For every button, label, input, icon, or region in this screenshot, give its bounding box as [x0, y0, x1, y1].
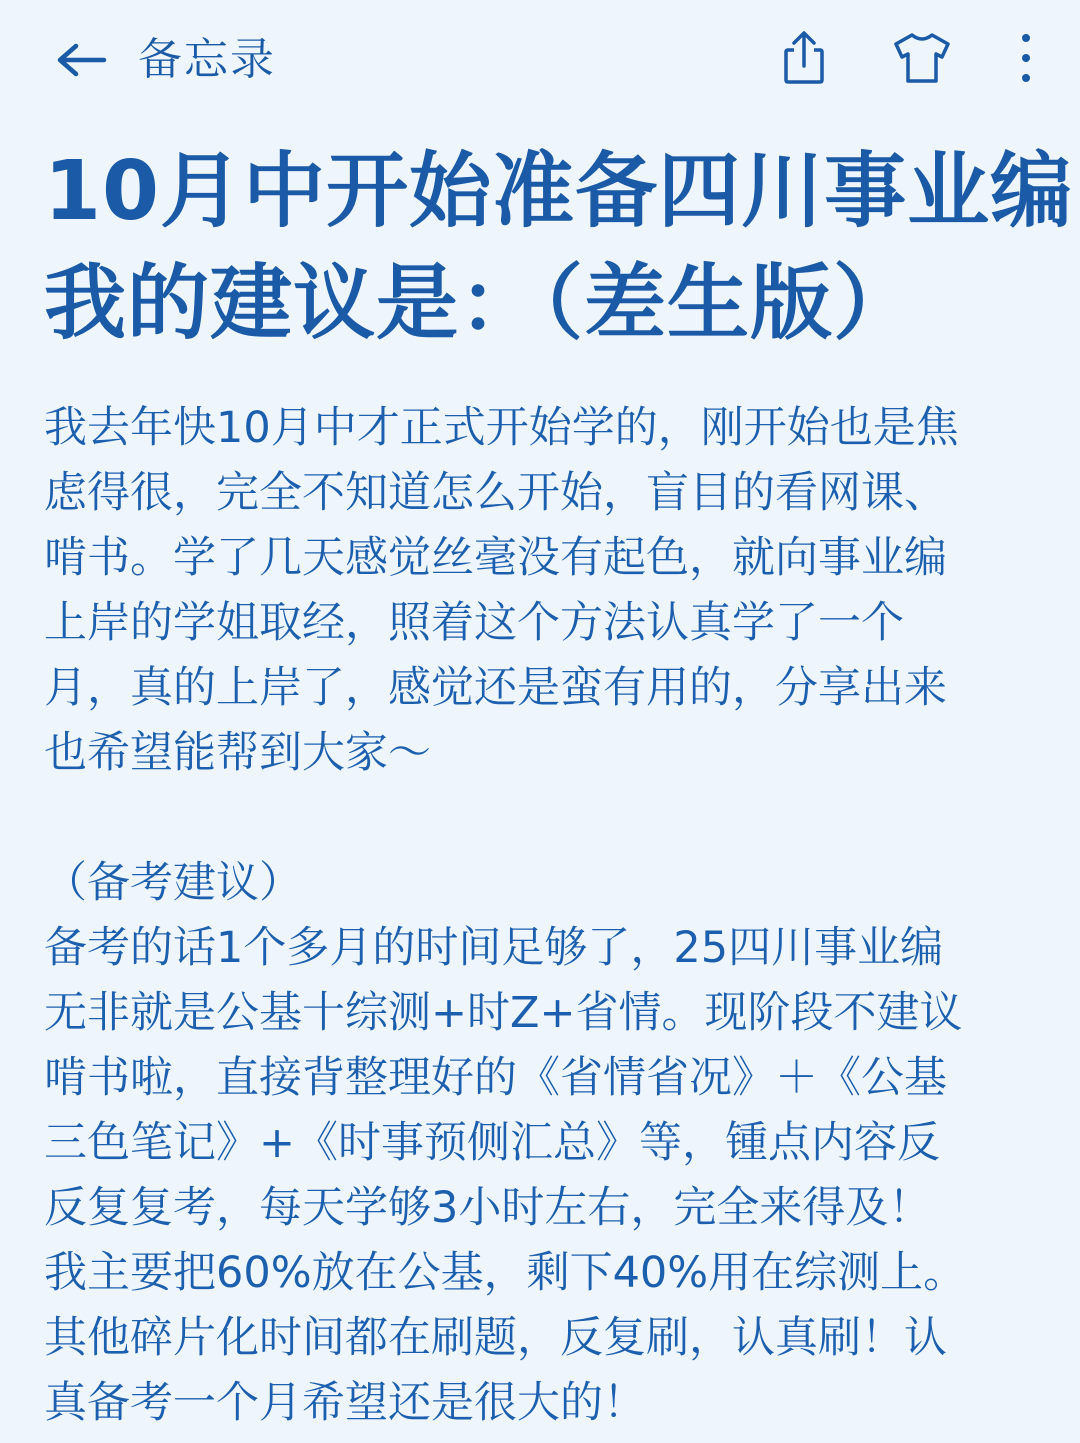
body-line: 备考的话1个多月的时间足够了，25四川事业编 — [44, 923, 944, 973]
body-line: 也希望能帮到大家～ — [44, 728, 431, 778]
note-title — [44, 136, 1074, 360]
back-button[interactable] — [52, 32, 112, 88]
more-vertical-icon — [1020, 32, 1032, 84]
more-button[interactable] — [994, 26, 1058, 90]
body-line: 上岸的学姐取经，照着这个方法认真学了一个 — [44, 598, 904, 648]
tshirt-icon — [890, 30, 954, 86]
body-line: 反复复考，每天学够3小时左右，完全来得及！ — [44, 1183, 932, 1233]
note-body[interactable] — [44, 396, 1044, 1436]
body-line: 我主要把60%放在公基，剩下40%用在综测上。 — [44, 1248, 967, 1298]
paragraph-gap — [44, 786, 1044, 851]
body-line: 真备考一个月希望还是很大的！ — [44, 1378, 646, 1428]
note-title-line: 我的建议是：（差生版） — [44, 256, 917, 351]
arrow-left-icon — [56, 40, 108, 80]
body-line: 三色笔记》+《时事预侧汇总》等，锺点内容反 — [44, 1118, 941, 1168]
top-bar — [0, 0, 1080, 120]
body-line: 其他碎片化时间都在刷题，反复刷，认真刷！认 — [44, 1313, 947, 1363]
note-title-line: 10月中开始准备四川事业编 — [44, 144, 1074, 239]
theme-button[interactable] — [890, 26, 954, 90]
body-line: 啃书。学了几天感觉丝毫没有起色，就向事业编 — [44, 533, 947, 583]
body-line: 我去年快10月中才正式开始学的，刚开始也是焦 — [44, 403, 959, 453]
share-button[interactable] — [772, 26, 836, 90]
body-line: 啃书啦，直接背整理好的《省情省况》＋《公基 — [44, 1053, 947, 1103]
share-icon — [776, 28, 832, 88]
body-line: 无非就是公基十综测+时Z+省情。现阶段不建议 — [44, 988, 963, 1038]
body-line: 虑得很，完全不知道怎么开始，盲目的看网课、 — [44, 468, 947, 518]
section-heading: （备考建议） — [44, 858, 302, 908]
body-line: 月，真的上岸了，感觉还是蛮有用的，分享出来 — [44, 663, 947, 713]
app-title: 备忘录 — [138, 34, 276, 85]
